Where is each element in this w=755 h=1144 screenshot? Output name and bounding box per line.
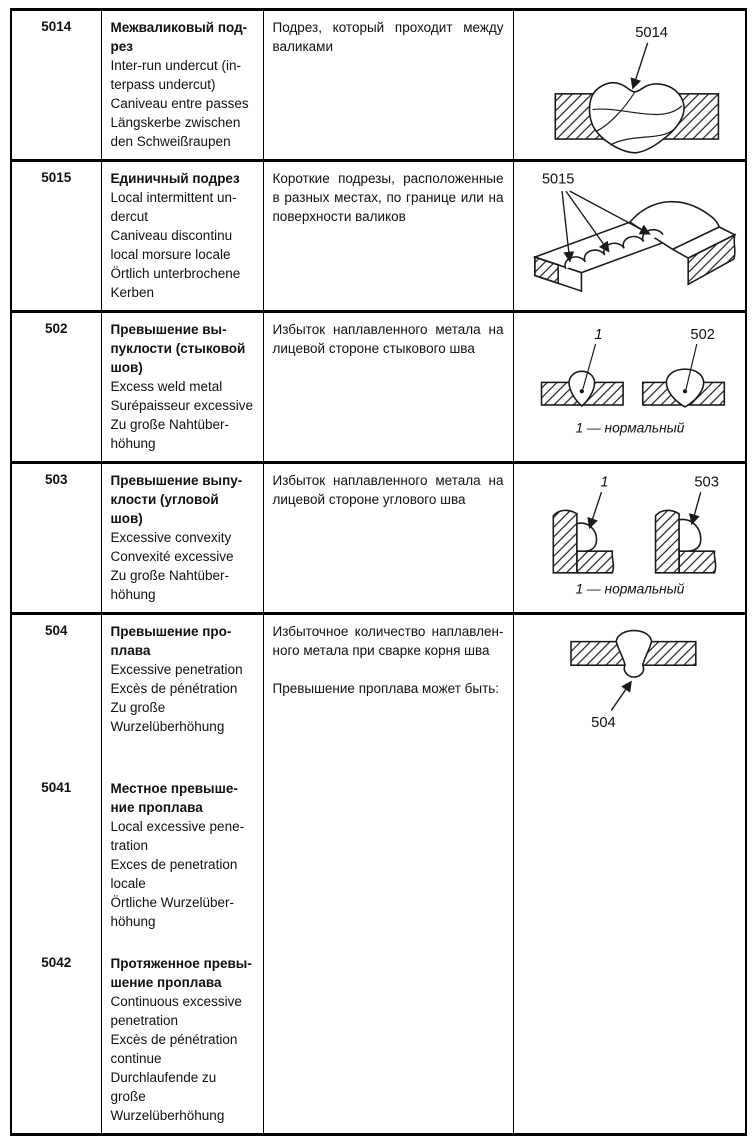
term-russian: Превышение выпу-клости (угловой шов) <box>110 473 243 526</box>
figure-label: 502 <box>689 327 715 344</box>
term-german: Örtliche Wurzelüber-höhung <box>110 894 235 929</box>
term-english: Local intermittent un-dercut <box>110 190 237 224</box>
table-row <box>11 312 746 463</box>
description-text: Превышение проплава может быть: <box>272 681 500 696</box>
defect-term-cell <box>101 463 263 614</box>
weld-diagram-excessive-convexity <box>514 464 743 600</box>
defect-code: 504 <box>44 623 68 638</box>
defect-description-cell <box>263 10 513 161</box>
figure-label: 503 <box>693 474 719 491</box>
term-french: Surépaisseur excessive <box>110 398 254 413</box>
defect-description-cell <box>263 463 513 614</box>
defect-figure-cell <box>513 10 746 161</box>
description-text: Короткие подрезы, расположенные в разных местах, по границе или на поверхности валиков <box>272 171 504 224</box>
term-russian: Протяженное превы-шение проплава <box>110 955 252 990</box>
term-english: Inter-run undercut (in-terpass undercut) <box>110 58 242 92</box>
term-english: Excessive penetration <box>110 662 243 677</box>
defect-term-cell <box>101 10 263 161</box>
weld-defect-table <box>10 8 747 1136</box>
term-french: Exces de penetration locale <box>110 856 238 891</box>
weld-diagram-local-undercut <box>514 162 743 293</box>
term-russian: Превышение вы-пуклости (стыковой шов) <box>110 322 246 375</box>
term-german: Zu große Wurzelüberhöhung <box>110 700 225 734</box>
term-german: Zu große Nahtüber-höhung <box>110 568 230 602</box>
defect-code: 502 <box>11 312 101 463</box>
defect-description-cell <box>263 161 513 312</box>
defect-code: 5015 <box>11 161 101 312</box>
defect-term-cell <box>101 312 263 463</box>
description-text: Избыток наплавленного метала на лицевой стороне стыкового шва <box>272 322 504 356</box>
term-russian: Единичный подрез <box>110 171 240 186</box>
term-french: Excès de pénétration continue <box>110 1031 238 1066</box>
description-text: Избыток наплавленного метала на лицевой стороне углового шва <box>272 473 504 507</box>
table-row <box>11 463 746 614</box>
term-french: Excès de pénétration <box>110 681 238 696</box>
figure-label: 5014 <box>634 24 668 41</box>
defect-term-cell <box>101 161 263 312</box>
defect-figure-cell <box>513 312 746 463</box>
description-text: Подрез, который проходит между валиками <box>272 20 504 54</box>
term-russian: Межваликовый под-рез <box>110 20 248 54</box>
figure-ref-label: 1 <box>599 474 609 491</box>
defect-figure-cell <box>513 614 746 1135</box>
term-russian: Превышение про-плава <box>110 624 232 658</box>
term-french: Caniveau entre passes <box>110 96 249 111</box>
table-row <box>11 161 746 312</box>
term-english: Continuous excessive penetration <box>110 993 242 1028</box>
defect-figure-cell <box>513 463 746 614</box>
defect-figure-cell <box>513 161 746 312</box>
term-russian: Местное превыше-ние проплава <box>110 780 238 815</box>
figure-caption: 1 — нормальный <box>574 420 684 436</box>
table-row <box>11 614 746 772</box>
figure-caption: 1 — нормальный <box>574 581 684 597</box>
term-english: Excess weld metal <box>110 379 223 394</box>
description-text: Избыточное количество наплавлен-ного метала при сварке корня шва <box>272 624 504 658</box>
table-row <box>11 10 746 161</box>
defect-description-cell <box>263 614 513 1135</box>
figure-label: 5015 <box>541 171 574 188</box>
weld-diagram-excessive-penetration <box>514 615 743 740</box>
term-german: Zu große Nahtüber-höhung <box>110 417 230 451</box>
term-english: Local excessive pene-tration <box>110 818 245 853</box>
defect-description-cell <box>263 312 513 463</box>
defect-code: 503 <box>11 463 101 614</box>
weld-diagram-interrun-undercut <box>514 11 743 159</box>
term-german: Durchlaufende zu große Wurzelüberhöhung <box>110 1069 225 1123</box>
term-english: Excessive convexity <box>110 530 232 545</box>
defect-code: 5014 <box>11 10 101 161</box>
term-french: Caniveau discontinu local morsure locale <box>110 228 233 262</box>
weld-diagram-excess-weld-metal <box>514 313 743 439</box>
defect-code: 5041 <box>41 779 72 795</box>
defect-code: 5042 <box>41 954 72 970</box>
term-german: Längskerbe zwischen den Schweißraupen <box>110 115 241 149</box>
term-french: Convexité excessive <box>110 549 234 564</box>
defect-term-cell <box>101 772 263 947</box>
figure-label: 504 <box>590 715 616 732</box>
defect-term-cell <box>101 614 263 772</box>
term-german: Örtlich unterbrochene Kerben <box>110 266 241 300</box>
figure-ref-label: 1 <box>593 327 603 344</box>
defect-term-cell <box>101 947 263 1135</box>
